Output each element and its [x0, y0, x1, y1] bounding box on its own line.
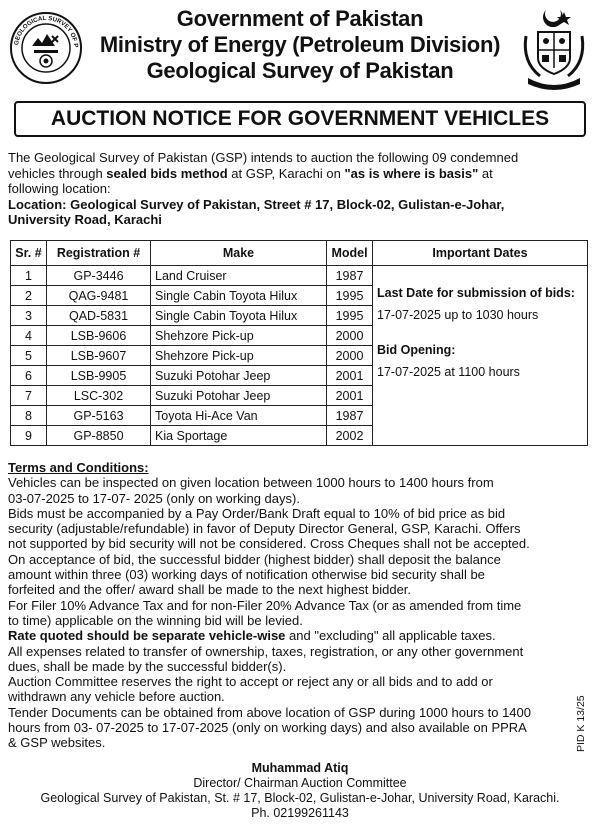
- terms-line: Tender Documents can be obtained from above location of GSP during 1000 hours to 1400: [8, 704, 531, 720]
- vehicle-table: [10, 240, 588, 446]
- signatory-name: Muhammad Atiq: [251, 761, 349, 775]
- cell-make: Kia Sportage: [151, 426, 327, 446]
- opening-label: Bid Opening:: [377, 343, 456, 357]
- terms-line: All expenses related to transfer of ownership, taxes, registration, or any other government: [8, 643, 524, 659]
- terms-line: forfeited and the offer/ award shall be made to the next highest bidder.: [8, 582, 412, 598]
- cell-registration: LSB-9607: [47, 346, 151, 366]
- terms-line: Auction Committee reserves the right to accept or reject any or all bids and to add or: [8, 674, 493, 690]
- signature-block: [0, 761, 600, 821]
- notice-banner: AUCTION NOTICE FOR GOVERNMENT VEHICLES: [14, 101, 586, 137]
- rate-bold-text: Rate quoted should be separate vehicle-wise: [8, 628, 286, 644]
- submission-label: Last Date for submission of bids:: [377, 286, 575, 300]
- cell-sr: 3: [11, 306, 47, 326]
- signatory-phone: Ph. 02199261143: [251, 806, 349, 820]
- col-header-dates: Important Dates: [373, 241, 588, 266]
- cell-make: Land Cruiser: [151, 266, 327, 286]
- cell-model: 1987: [327, 266, 373, 286]
- terms-line: dues, shall be made by the successful bidder(s).: [8, 658, 287, 674]
- cell-make: Shehzore Pick-up: [151, 326, 327, 346]
- cell-sr: 7: [11, 386, 47, 406]
- cell-sr: 2: [11, 286, 47, 306]
- terms-line: to time) applicable on the winning bid will be levied.: [8, 612, 303, 628]
- terms-line: Bids must be accompanied by a Pay Order/Bank Draft equal to 10% of bid price as bid: [8, 505, 506, 521]
- col-header-registration: Registration #: [47, 241, 151, 266]
- cell-model: 2001: [327, 366, 373, 386]
- header-line-gsp: Geological Survey of Pakistan: [146, 58, 454, 83]
- cell-registration: LSB-9606: [47, 326, 151, 346]
- cell-make: Single Cabin Toyota Hilux: [151, 286, 327, 306]
- intro-line-1: The Geological Survey of Pakistan (GSP) intends to auction the following 09 condemned: [8, 150, 519, 165]
- cell-registration: QAD-5831: [47, 306, 151, 326]
- cell-model: 2002: [327, 426, 373, 446]
- intro-line-2: vehicles through sealed bids method at GSP, Karachi on "as is where is basis" at: [8, 165, 493, 181]
- gsp-logo: [8, 6, 84, 90]
- cell-make: Shehzore Pick-up: [151, 346, 327, 366]
- intro-line-3: following location:: [8, 181, 111, 196]
- intro-paragraph: [8, 150, 592, 228]
- location-line-2: University Road, Karachi: [8, 212, 162, 227]
- cell-model: 1995: [327, 286, 373, 306]
- table-header-row: [11, 241, 588, 266]
- cell-make: Suzuki Potohar Jeep: [151, 386, 327, 406]
- cell-model: 1987: [327, 406, 373, 426]
- terms-line: & GSP websites.: [8, 735, 106, 751]
- cell-model: 2001: [327, 386, 373, 406]
- submission-value: 17-07-2025 up to 1030 hours: [377, 308, 539, 322]
- terms-line: withdrawn any vehicle before auction.: [8, 689, 225, 705]
- gsp-logo-text: GEOLOGICAL SURVEY OF P: [13, 14, 80, 48]
- cell-sr: 5: [11, 346, 47, 366]
- col-header-make: Make: [151, 241, 327, 266]
- cell-sr: 8: [11, 406, 47, 426]
- cell-registration: GP-3446: [47, 266, 151, 286]
- cell-make: Suzuki Potohar Jeep: [151, 366, 327, 386]
- opening-value: 17-07-2025 at 1100 hours: [377, 365, 520, 379]
- terms-line: not supported by bid security will not be considered. Cross Cheques shall not be accepted.: [8, 536, 530, 552]
- cell-model: 2000: [327, 346, 373, 366]
- signatory-title: Director/ Chairman Auction Committee: [193, 776, 407, 790]
- cell-make: Single Cabin Toyota Hilux: [151, 306, 327, 326]
- state-emblem: [520, 6, 588, 90]
- terms-line-rate: Rate quoted should be separate vehicle-wise and "excluding" all applicable taxes.: [8, 628, 496, 644]
- cell-sr: 4: [11, 326, 47, 346]
- terms-line: hours from 03- 07-2025 to 17-07-2025 (only on working days) and also available on PPRA: [8, 720, 527, 736]
- cell-sr: 1: [11, 266, 47, 286]
- cell-registration: GP-8850: [47, 426, 151, 446]
- terms-section: [8, 460, 592, 751]
- cell-registration: LSB-9905: [47, 366, 151, 386]
- cell-make: Toyota Hi-Ace Van: [151, 406, 327, 426]
- sealed-bids-text: sealed bids method: [106, 165, 228, 181]
- terms-line: On acceptance of bid, the successful bidder (highest bidder) shall deposit the balance: [8, 551, 501, 567]
- cell-sr: 6: [11, 366, 47, 386]
- cell-registration: LSC-302: [47, 386, 151, 406]
- cell-registration: QAG-9481: [47, 286, 151, 306]
- as-is-text: "as is where is basis": [344, 165, 479, 181]
- terms-line: security (adjustable/refundable) in favor of Deputy Director General, GSP, Karachi. Offers: [8, 521, 521, 537]
- signatory-address: Geological Survey of Pakistan, St. # 17, Block-02, Gulistan-e-Johar, University Road, Karachi.: [40, 791, 560, 805]
- header-line-government: Government of Pakistan: [176, 6, 424, 31]
- table-row: [11, 266, 588, 286]
- pid-code: PID K 13/25: [575, 695, 587, 752]
- cell-model: 1995: [327, 306, 373, 326]
- location-line-1: Location: Geological Survey of Pakistan, Street # 17, Block-02, Gulistan-e-Johar,: [8, 196, 505, 212]
- cell-sr: 9: [11, 426, 47, 446]
- header-line-ministry: Ministry of Energy (Petroleum Division): [99, 32, 501, 57]
- terms-line: For Filer 10% Advance Tax and for non-Filer 20% Advance Tax (or as amended from time: [8, 597, 522, 613]
- header: [0, 4, 600, 96]
- terms-line: Vehicles can be inspected on given location between 1000 hours to 1400 hours from: [8, 475, 494, 491]
- terms-line: 03-07-2025 to 17-07- 2025 (only on working days).: [8, 490, 300, 506]
- col-header-sr: Sr. #: [11, 241, 47, 266]
- header-titles: [90, 6, 510, 84]
- cell-registration: GP-5163: [47, 406, 151, 426]
- terms-line: amount within three (03) working days of notification otherwise bid security shall be: [8, 567, 485, 583]
- cell-model: 2000: [327, 326, 373, 346]
- terms-title: Terms and Conditions:: [8, 460, 149, 475]
- important-dates-cell: [373, 266, 588, 446]
- col-header-model: Model: [327, 241, 373, 266]
